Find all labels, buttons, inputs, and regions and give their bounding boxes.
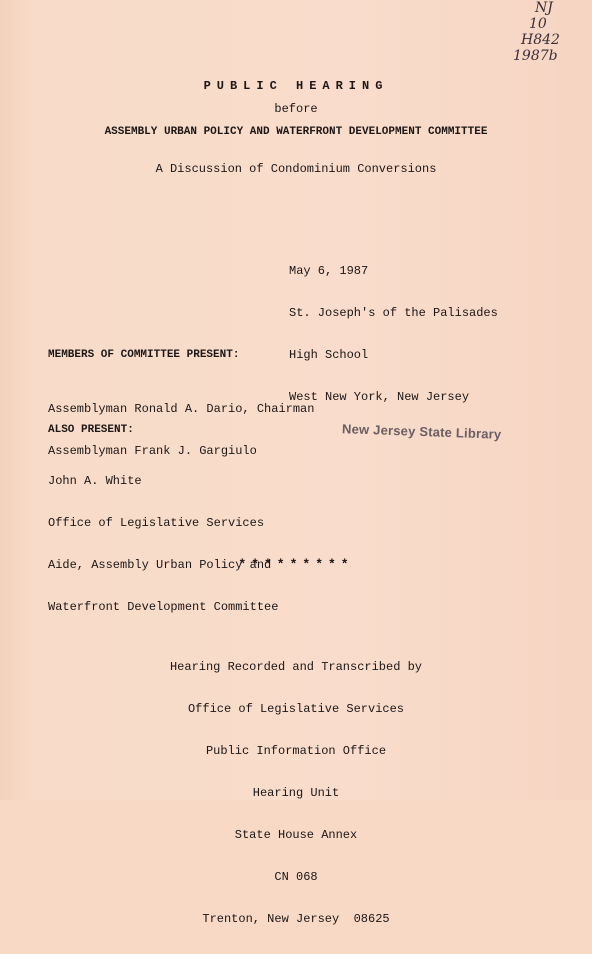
location-line: West New York, New Jersey bbox=[289, 390, 470, 404]
hearing-subject: A Discussion of Condominium Conversions bbox=[155, 162, 437, 176]
transcription-block bbox=[0, 632, 592, 954]
hearing-date: May 6, 1987 bbox=[289, 264, 369, 278]
staff-line: Waterfront Development Committee bbox=[48, 600, 279, 614]
also-present-list bbox=[48, 446, 278, 642]
transcription-line: Hearing Recorded and Transcribed by bbox=[169, 660, 423, 674]
before-label: before bbox=[274, 102, 318, 116]
library-stamp: New Jersey State Library bbox=[341, 421, 502, 442]
committee-name: ASSEMBLY URBAN POLICY AND WATERFRONT DEVELOPMENT COMMITTEE bbox=[104, 126, 488, 138]
transcription-line: State House Annex bbox=[234, 828, 358, 842]
location-line: St. Joseph's of the Palisades bbox=[289, 306, 498, 320]
transcription-line: CN 068 bbox=[274, 870, 318, 884]
members-heading: MEMBERS OF COMMITTEE PRESENT: bbox=[48, 349, 240, 361]
staff-line: Office of Legislative Services bbox=[48, 516, 265, 530]
handwritten-line: 10 bbox=[529, 16, 547, 32]
handwritten-line: H842 bbox=[521, 32, 560, 48]
also-present-heading: ALSO PRESENT: bbox=[48, 424, 134, 436]
staff-line: John A. White bbox=[48, 474, 142, 488]
handwritten-line: NJ bbox=[535, 0, 553, 16]
transcription-line: Trenton, New Jersey 08625 bbox=[202, 912, 390, 926]
member-name: Assemblyman Frank J. Gargiulo bbox=[48, 444, 257, 458]
separator: ********* bbox=[238, 557, 354, 572]
handwritten-call-number bbox=[513, 0, 560, 64]
transcription-line: Office of Legislative Services bbox=[187, 702, 405, 716]
page-title: PUBLIC HEARING bbox=[203, 79, 389, 93]
transcription-line: Hearing Unit bbox=[252, 786, 340, 800]
date-location-block bbox=[289, 236, 498, 432]
handwritten-line: 1987b bbox=[513, 48, 558, 64]
staff-line: Aide, Assembly Urban Policy and bbox=[48, 558, 272, 572]
transcription-line: Public Information Office bbox=[205, 744, 387, 758]
location-line: High School bbox=[289, 348, 369, 362]
member-name: Assemblyman Ronald A. Dario, Chairman bbox=[48, 402, 315, 416]
